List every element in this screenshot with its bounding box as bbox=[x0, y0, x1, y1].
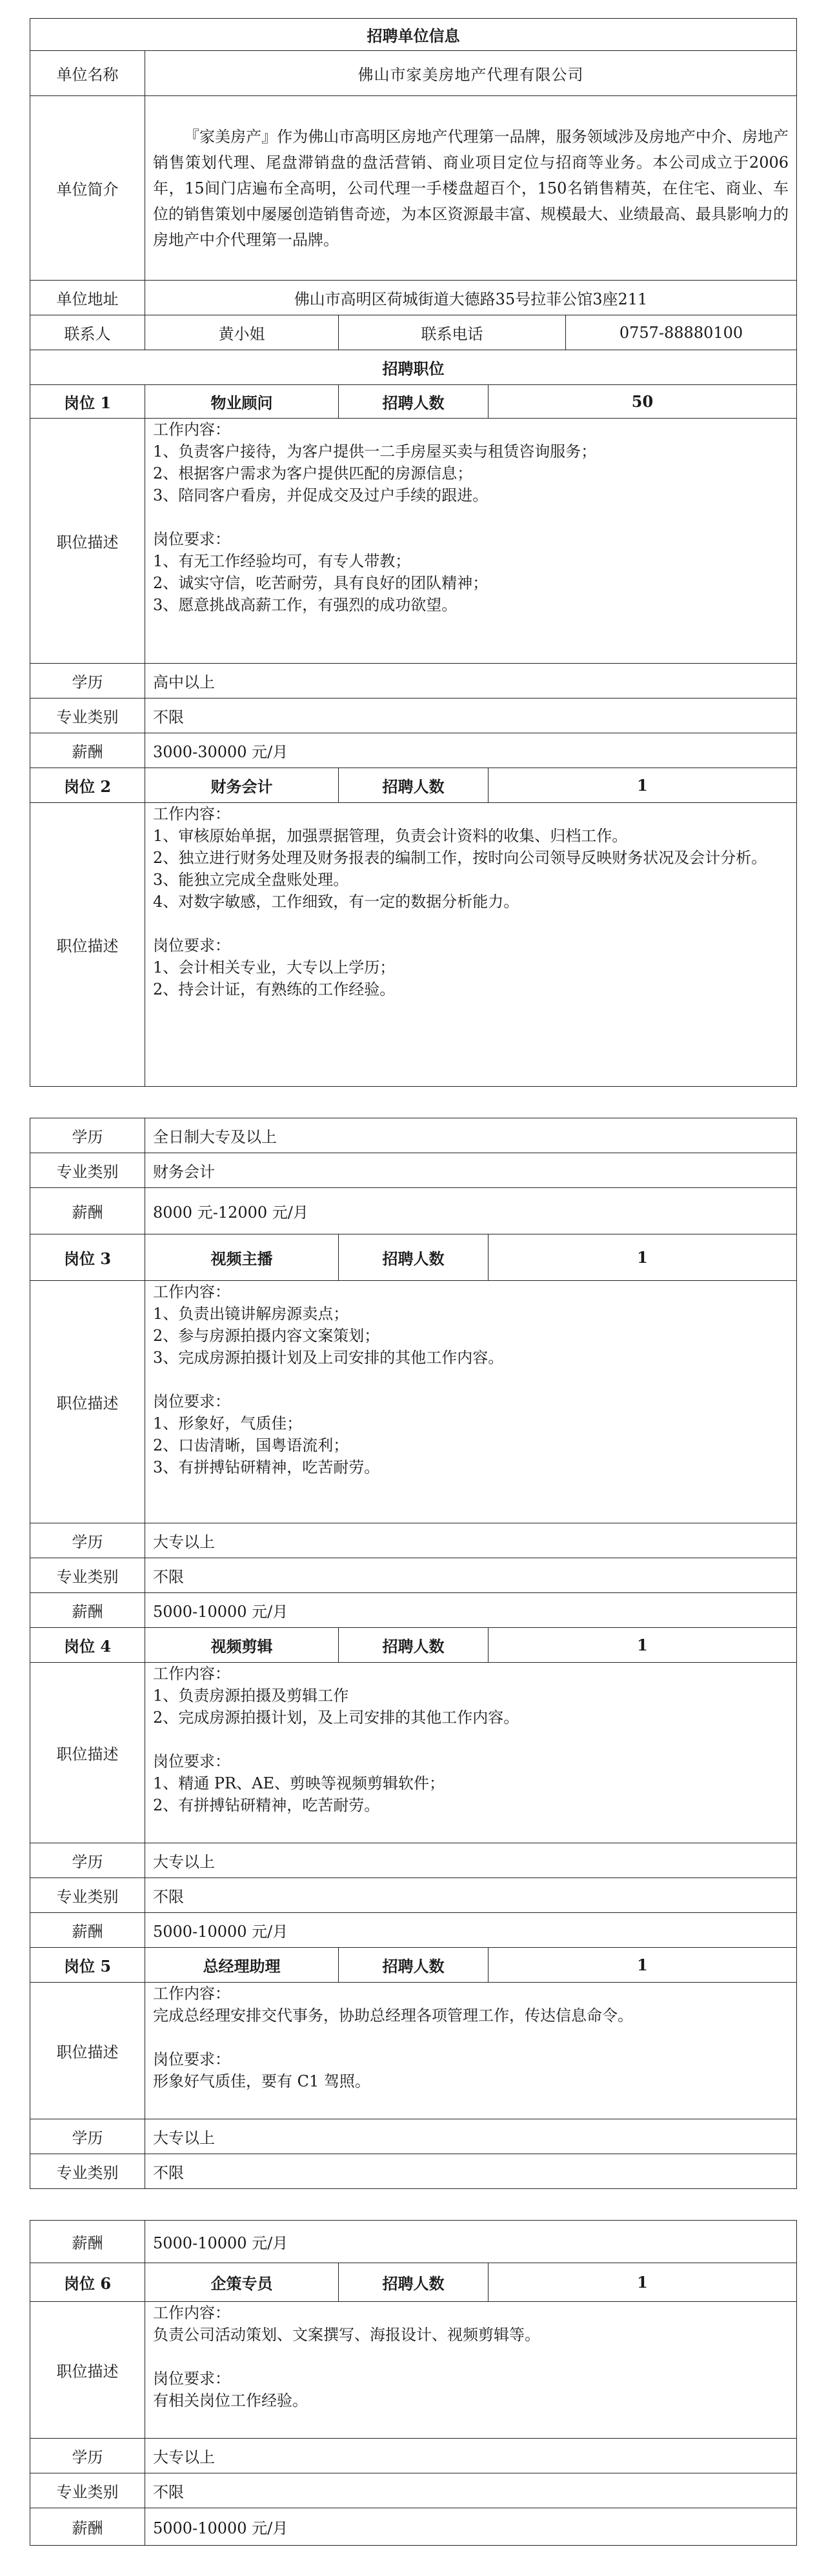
company-address: 佛山市高明区荷城街道大德路35号拉菲公馆3座211 bbox=[145, 281, 797, 315]
salary-value: 5000-10000 元/月 bbox=[145, 1593, 797, 1628]
major-label: 专业类别 bbox=[30, 1558, 145, 1593]
section-title-jobs: 招聘职位 bbox=[30, 350, 797, 385]
job-number: 岗位 3 bbox=[30, 1234, 145, 1281]
job-description: 工作内容： 1、负责房源拍摄及剪辑工作 2、完成房源拍摄计划，及上司安排的其他工作内容。 岗位要求： 1、精通 PR、AE、剪映等视频剪辑软件； 2、有拼搏钻研精神，吃苦耐劳。 bbox=[145, 1663, 797, 1843]
recruitment-sheet bbox=[30, 18, 796, 2546]
headcount-label: 招聘人数 bbox=[339, 1948, 489, 1983]
salary-label: 薪酬 bbox=[30, 1913, 145, 1948]
major-value: 不限 bbox=[145, 698, 797, 733]
job-number: 岗位 4 bbox=[30, 1628, 145, 1663]
headcount-value: 1 bbox=[489, 1628, 797, 1663]
job-number: 岗位 5 bbox=[30, 1948, 145, 1983]
address-label: 单位地址 bbox=[30, 281, 145, 315]
job-title: 财务会计 bbox=[145, 768, 339, 803]
education-label: 学历 bbox=[30, 1118, 145, 1153]
education-value: 大专以上 bbox=[145, 2119, 797, 2154]
education-label: 学历 bbox=[30, 2439, 145, 2473]
salary-label: 薪酬 bbox=[30, 2508, 145, 2546]
education-value: 全日制大专及以上 bbox=[145, 1118, 797, 1153]
headcount-label: 招聘人数 bbox=[339, 768, 489, 803]
education-value: 高中以上 bbox=[145, 664, 797, 698]
job-desc-label: 职位描述 bbox=[30, 2302, 145, 2439]
education-label: 学历 bbox=[30, 2119, 145, 2154]
major-value: 不限 bbox=[145, 1558, 797, 1593]
job-title: 视频剪辑 bbox=[145, 1628, 339, 1663]
job-description: 工作内容： 1、负责出镜讲解房源卖点； 2、参与房源拍摄内容文案策划； 3、完成房源拍摄计划及上司安排的其他工作内容。 岗位要求： 1、形象好，气质佳； 2、口齿清晰，国粤语流利； 3、有拼搏钻研精神，吃苦耐劳。 bbox=[145, 1281, 797, 1523]
headcount-value: 50 bbox=[489, 385, 797, 419]
contact-person: 黄小姐 bbox=[145, 315, 339, 350]
major-label: 专业类别 bbox=[30, 698, 145, 733]
job-header-row bbox=[30, 1234, 797, 1281]
major-label: 专业类别 bbox=[30, 1153, 145, 1188]
major-value: 不限 bbox=[145, 1878, 797, 1913]
major-value: 财务会计 bbox=[145, 1153, 797, 1188]
education-label: 学历 bbox=[30, 1523, 145, 1558]
job-number: 岗位 2 bbox=[30, 768, 145, 803]
salary-value: 3000-30000 元/月 bbox=[145, 733, 797, 768]
major-value: 不限 bbox=[145, 2154, 797, 2189]
job-description: 工作内容： 1、审核原始单据，加强票据管理，负责会计资料的收集、归档工作。 2、独立进行财务处理及财务报表的编制工作，按时向公司领导反映财务状况及会计分析。 3、能独立完成全盘账处理。 4、对数字敏感，工作细致，有一定的数据分析能力。 岗位要求： 1、会计相关专业，大专以上学历； 2、持会计证，有熟练的工作经验。 bbox=[145, 803, 797, 1087]
job-desc-label: 职位描述 bbox=[30, 419, 145, 664]
job-number: 岗位 1 bbox=[30, 385, 145, 419]
headcount-label: 招聘人数 bbox=[339, 385, 489, 419]
company-intro: 『家美房产』作为佛山市高明区房地产代理第一品牌，服务领域涉及房地产中介、房地产销售策划代理、尾盘滞销盘的盘活营销、商业项目定位与招商等业务。本公司成立于2006年，15间门店遍布全高明，公司代理一手楼盘超百个，150名销售精英，在住宅、商业、车位的销售策划中屡屡创造销售奇迹，为本区资源最丰富、规模最大、业绩最高、最具影响力的房地产中介代理第一品牌。 bbox=[145, 96, 797, 281]
major-label: 专业类别 bbox=[30, 2154, 145, 2189]
job-header-row bbox=[30, 1948, 797, 1983]
company-name-label: 单位名称 bbox=[30, 51, 145, 96]
salary-value: 5000-10000 元/月 bbox=[145, 2508, 797, 2546]
job-header-row bbox=[30, 385, 797, 419]
major-label: 专业类别 bbox=[30, 2473, 145, 2508]
headcount-label: 招聘人数 bbox=[339, 1628, 489, 1663]
job-title: 物业顾问 bbox=[145, 385, 339, 419]
salary-value: 5000-10000 元/月 bbox=[145, 1913, 797, 1948]
education-value: 大专以上 bbox=[145, 2439, 797, 2473]
job-description: 工作内容： 1、负责客户接待，为客户提供一二手房屋买卖与租赁咨询服务； 2、根据客户需求为客户提供匹配的房源信息； 3、陪同客户看房，并促成交及过户手续的跟进。 岗位要求： 1、有无工作经验均可，有专人带教； 2、诚实守信，吃苦耐劳，具有良好的团队精神； 3、愿意挑战高薪工作，有强烈的成功欲望。 bbox=[145, 419, 797, 664]
job-title: 视频主播 bbox=[145, 1234, 339, 1281]
major-label: 专业类别 bbox=[30, 1878, 145, 1913]
salary-label: 薪酬 bbox=[30, 1593, 145, 1628]
headcount-label: 招聘人数 bbox=[339, 1234, 489, 1281]
recruitment-table-part-3 bbox=[30, 2220, 797, 2546]
salary-label: 薪酬 bbox=[30, 733, 145, 768]
company-name: 佛山市家美房地产代理有限公司 bbox=[145, 51, 797, 96]
contact-label: 联系人 bbox=[30, 315, 145, 350]
headcount-value: 1 bbox=[489, 2263, 797, 2302]
recruitment-table-part-1 bbox=[30, 18, 797, 1087]
job-title: 总经理助理 bbox=[145, 1948, 339, 1983]
job-header-row bbox=[30, 1628, 797, 1663]
phone-label: 联系电话 bbox=[339, 315, 566, 350]
job-header-row bbox=[30, 2263, 797, 2302]
education-value: 大专以上 bbox=[145, 1523, 797, 1558]
job-description: 工作内容： 完成总经理安排交代事务，协助总经理各项管理工作，传达信息命令。 岗位要求： 形象好气质佳，要有 C1 驾照。 bbox=[145, 1983, 797, 2119]
headcount-value: 1 bbox=[489, 1234, 797, 1281]
headcount-value: 1 bbox=[489, 768, 797, 803]
job-desc-label: 职位描述 bbox=[30, 1983, 145, 2119]
job-number: 岗位 6 bbox=[30, 2263, 145, 2302]
headcount-label: 招聘人数 bbox=[339, 2263, 489, 2302]
salary-value: 5000-10000 元/月 bbox=[145, 2221, 797, 2263]
job-desc-label: 职位描述 bbox=[30, 803, 145, 1087]
salary-value: 8000 元-12000 元/月 bbox=[145, 1188, 797, 1234]
headcount-value: 1 bbox=[489, 1948, 797, 1983]
company-intro-label: 单位简介 bbox=[30, 96, 145, 281]
job-description: 工作内容： 负责公司活动策划、文案撰写、海报设计、视频剪辑等。 岗位要求： 有相关岗位工作经验。 bbox=[145, 2302, 797, 2439]
education-label: 学历 bbox=[30, 1843, 145, 1878]
recruitment-table-part-2 bbox=[30, 1118, 797, 2189]
job-desc-label: 职位描述 bbox=[30, 1281, 145, 1523]
salary-label: 薪酬 bbox=[30, 2221, 145, 2263]
job-title: 企策专员 bbox=[145, 2263, 339, 2302]
salary-label: 薪酬 bbox=[30, 1188, 145, 1234]
section-title-company: 招聘单位信息 bbox=[30, 19, 797, 51]
major-value: 不限 bbox=[145, 2473, 797, 2508]
job-desc-label: 职位描述 bbox=[30, 1663, 145, 1843]
contact-phone: 0757-88880100 bbox=[566, 315, 797, 350]
education-value: 大专以上 bbox=[145, 1843, 797, 1878]
education-label: 学历 bbox=[30, 664, 145, 698]
job-header-row bbox=[30, 768, 797, 803]
